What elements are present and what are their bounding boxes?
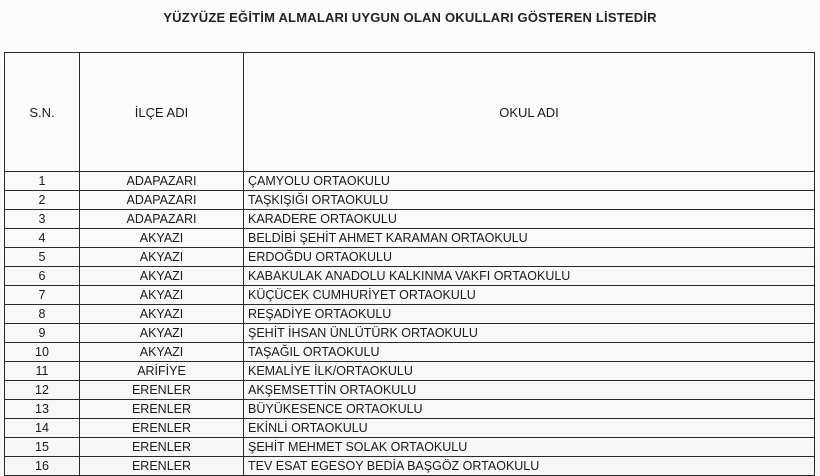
cell-ilce: ADAPAZARI <box>80 172 244 191</box>
cell-okul: EKİNLİ ORTAOKULU <box>244 419 815 438</box>
cell-sn: 7 <box>5 286 80 305</box>
cell-sn: 6 <box>5 267 80 286</box>
cell-sn: 9 <box>5 324 80 343</box>
cell-sn: 11 <box>5 362 80 381</box>
page-title: YÜZYÜZE EĞİTİM ALMALARI UYGUN OLAN OKULLARI GÖSTEREN LİSTEDİR <box>163 10 657 25</box>
cell-okul: KEMALİYE İLK/ORTAOKULU <box>244 362 815 381</box>
cell-ilce: ERENLER <box>80 438 244 457</box>
cell-okul: AKŞEMSETTİN ORTAOKULU <box>244 381 815 400</box>
cell-okul: ŞEHİT İHSAN ÜNLÜTÜRK ORTAOKULU <box>244 324 815 343</box>
cell-sn: 12 <box>5 381 80 400</box>
table-row <box>5 172 815 191</box>
cell-okul: KARADERE ORTAOKULU <box>244 210 815 229</box>
table-row <box>5 438 815 457</box>
cell-ilce: AKYAZI <box>80 248 244 267</box>
table-row <box>5 267 815 286</box>
cell-sn: 14 <box>5 419 80 438</box>
header-sn: S.N. <box>5 53 80 172</box>
cell-okul: BÜYÜKESENCE ORTAOKULU <box>244 400 815 419</box>
table-header <box>5 53 815 172</box>
cell-okul: KÜÇÜCEK CUMHURİYET ORTAOKULU <box>244 286 815 305</box>
cell-ilce: ERENLER <box>80 457 244 476</box>
cell-sn: 1 <box>5 172 80 191</box>
table-body <box>5 172 815 476</box>
cell-sn: 8 <box>5 305 80 324</box>
cell-sn: 15 <box>5 438 80 457</box>
header-okul: OKUL ADI <box>244 53 815 172</box>
cell-ilce: ERENLER <box>80 419 244 438</box>
table-row <box>5 286 815 305</box>
cell-ilce: AKYAZI <box>80 324 244 343</box>
table-row <box>5 400 815 419</box>
table-row <box>5 248 815 267</box>
table-row <box>5 457 815 476</box>
table-row <box>5 362 815 381</box>
table-row <box>5 419 815 438</box>
cell-ilce: ERENLER <box>80 400 244 419</box>
header-ilce: İLÇE ADI <box>80 53 244 172</box>
table-row <box>5 191 815 210</box>
table-row <box>5 343 815 362</box>
cell-sn: 3 <box>5 210 80 229</box>
table-row <box>5 324 815 343</box>
table-row <box>5 305 815 324</box>
cell-sn: 16 <box>5 457 80 476</box>
header-row <box>5 53 815 172</box>
cell-okul: TAŞAĞIL ORTAOKULU <box>244 343 815 362</box>
cell-sn: 10 <box>5 343 80 362</box>
cell-ilce: ERENLER <box>80 381 244 400</box>
cell-ilce: AKYAZI <box>80 229 244 248</box>
cell-sn: 5 <box>5 248 80 267</box>
cell-ilce: ADAPAZARI <box>80 191 244 210</box>
cell-sn: 2 <box>5 191 80 210</box>
schools-table <box>4 52 815 476</box>
cell-okul: ÇAMYOLU ORTAOKULU <box>244 172 815 191</box>
cell-okul: ŞEHİT MEHMET SOLAK ORTAOKULU <box>244 438 815 457</box>
cell-ilce: AKYAZI <box>80 343 244 362</box>
cell-ilce: ADAPAZARI <box>80 210 244 229</box>
cell-sn: 4 <box>5 229 80 248</box>
cell-okul: BELDİBİ ŞEHİT AHMET KARAMAN ORTAOKULU <box>244 229 815 248</box>
table-row <box>5 381 815 400</box>
cell-ilce: ARİFİYE <box>80 362 244 381</box>
table-row <box>5 229 815 248</box>
cell-ilce: AKYAZI <box>80 305 244 324</box>
cell-sn: 13 <box>5 400 80 419</box>
cell-okul: TEV ESAT EGESOY BEDİA BAŞGÖZ ORTAOKULU <box>244 457 815 476</box>
cell-okul: REŞADİYE ORTAOKULU <box>244 305 815 324</box>
cell-okul: KABAKULAK ANADOLU KALKINMA VAKFI ORTAOKULU <box>244 267 815 286</box>
cell-ilce: AKYAZI <box>80 286 244 305</box>
cell-okul: ERDOĞDU ORTAOKULU <box>244 248 815 267</box>
cell-ilce: AKYAZI <box>80 267 244 286</box>
table-row <box>5 210 815 229</box>
cell-okul: TAŞKIŞIĞI ORTAOKULU <box>244 191 815 210</box>
